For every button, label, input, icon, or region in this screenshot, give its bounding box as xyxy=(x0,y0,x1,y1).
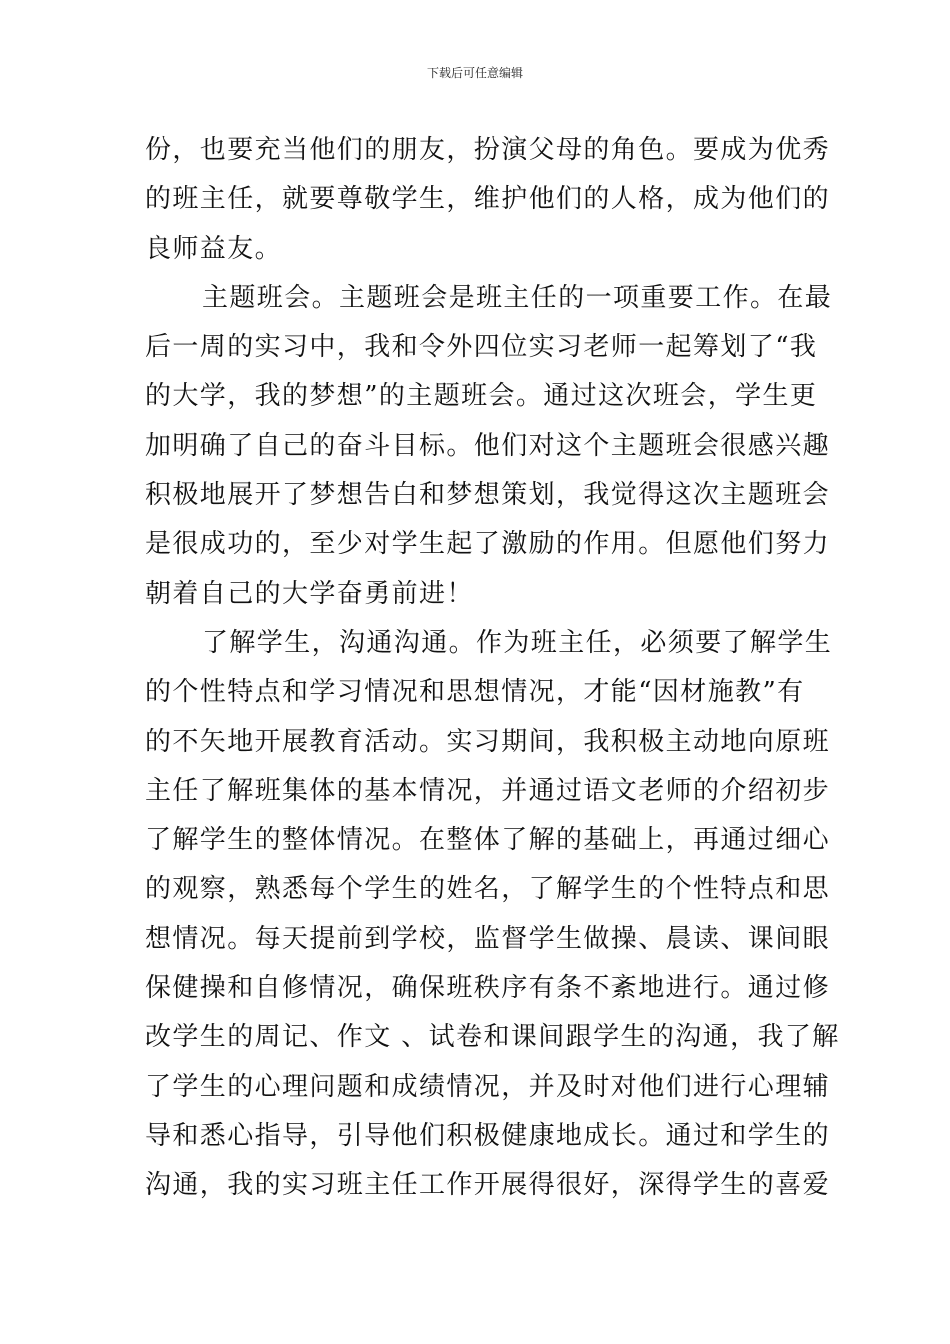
text-line: 积极地展开了梦想告白和梦想策划，我觉得这次主题班会 xyxy=(145,480,831,511)
text-line: 的班主任，就要尊敬学生，维护他们的人格，成为他们的 xyxy=(145,184,831,215)
text-line: 改学生的周记、作文 、试卷和课间跟学生的沟通，我了解 xyxy=(145,1022,840,1053)
text-line: 想情况。每天提前到学校，监督学生做操、晨读、课间眼 xyxy=(145,923,831,954)
page-header: 下载后可任意编辑 xyxy=(426,66,523,80)
text-line: 的个性特点和学习情况和思想情况，才能“因材施教”有 xyxy=(145,677,805,708)
text-line: 加明确了自己的奋斗目标。他们对这个主题班会很感兴趣 xyxy=(145,430,831,461)
text-line: 了解学生，沟通沟通。作为班主任，必须要了解学生 xyxy=(202,627,833,658)
document-body xyxy=(145,126,840,1211)
text-line: 导和悉心指导，引导他们积极健康地成长。通过和学生的 xyxy=(145,1120,831,1151)
text-line: 了解学生的整体情况。在整体了解的基础上，再通过细心 xyxy=(145,825,831,856)
text-line: 的大学，我的梦想”的主题班会。通过这次班会，学生更 xyxy=(145,381,818,412)
text-line: 是很成功的，至少对学生起了激励的作用。但愿他们努力 xyxy=(145,529,831,560)
text-line: 的不矢地开展教育活动。实习期间，我积极主动地向原班 xyxy=(145,726,831,757)
text-line: 主任了解班集体的基本情况，并通过语文老师的介绍初步 xyxy=(145,775,831,806)
text-line: 沟通，我的实习班主任工作开展得很好，深得学生的喜爱 xyxy=(145,1170,831,1201)
text-line: 良师益友。 xyxy=(145,233,283,264)
paragraph-3 xyxy=(145,619,840,1211)
text-line: 份，也要充当他们的朋友，扮演父母的角色。要成为优秀 xyxy=(145,135,831,165)
text-line: 后一周的实习中，我和令外四位实习老师一起筹划了“我 xyxy=(145,332,818,363)
text-line: 的观察，熟悉每个学生的姓名，了解学生的个性特点和思 xyxy=(145,874,831,905)
paragraph-2 xyxy=(145,274,833,619)
text-line: 朝着自己的大学奋勇前进！ xyxy=(145,578,474,609)
text-line: 主题班会。主题班会是班主任的一项重要工作。在最 xyxy=(202,282,833,313)
paragraph-1 xyxy=(145,126,831,274)
text-line: 保健操和自修情况，确保班秩序有条不紊地进行。通过修 xyxy=(145,973,831,1004)
text-line: 了学生的心理问题和成绩情况，并及时对他们进行心理辅 xyxy=(145,1071,831,1102)
